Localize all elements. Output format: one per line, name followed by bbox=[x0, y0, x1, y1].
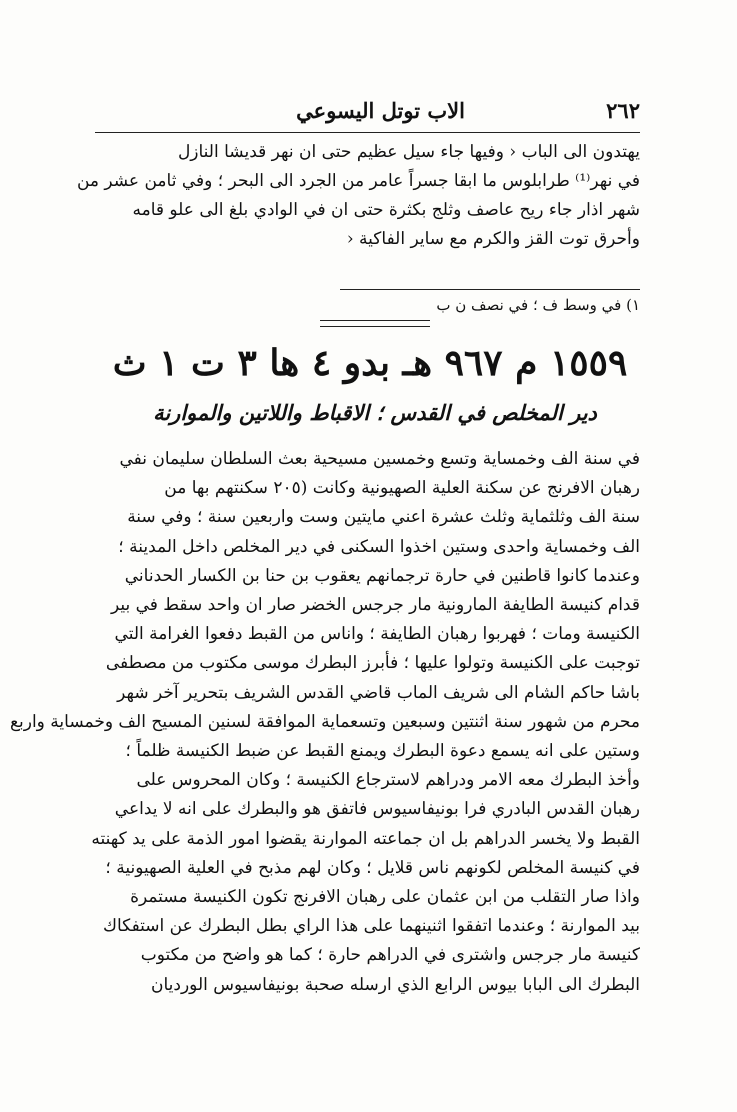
text-line: وستين على انه يسمع دعوة البطرك ويمنع القبط عن ضبط الكنيسة ظلماً ؛ bbox=[125, 741, 640, 762]
text-line: رهبان القدس البادري فرا بونيفاسيوس فاتفق هو والبطرك على انه لا يداعي bbox=[114, 799, 640, 820]
section-divider bbox=[320, 320, 430, 327]
body-paragraph bbox=[9, 445, 640, 1000]
text-line: وأحرق توت القز والكرم مع ساير الفاكية ‹ bbox=[346, 229, 640, 249]
page-number: ٢٦٢ bbox=[606, 98, 640, 123]
text-line: محرم من شهور سنة اثنتين وسبعين وتسعماية الموافقة لسنين المسيح الف وخمساية واربع bbox=[9, 711, 640, 732]
text-line: قدام كنيسة الطايفة المارونية مار جرجس الخضر صار ان واحد سقط في بير bbox=[110, 595, 640, 616]
text-line: في نهر⁽¹⁾ طرابلوس ما ابقا جسراً عامر من الجرد الى البحر ؛ وفي ثامن عشر من bbox=[76, 171, 640, 191]
text-line: باشا حاكم الشام الى شريف الماب قاضي القدس الشريف بتحرير آخر شهر bbox=[117, 682, 640, 703]
text-line: رهبان الافرنج عن سكنة العلية الصهيونية وكانت (٢٠٥ سكنتهم بها من bbox=[164, 478, 640, 499]
text-line: في سنة الف وخمساية وتسع وخمسين مسيحية بعث السلطان سليمان نفي bbox=[119, 449, 640, 469]
footnote-rule bbox=[340, 289, 640, 290]
text-line: سنة الف وثلثماية وثلث عشرة اعني مايتين وست واربعين سنة ؛ وفي سنة bbox=[127, 507, 640, 528]
text-line: في كنيسة المخلص لكونهم ناس قلايل ؛ وكان لهم مذبح في العلية الصهيونية ؛ bbox=[105, 857, 640, 878]
text-line: الكنيسة ومات ؛ فهربوا رهبان الطايفة ؛ واناس من القبط دفعوا الغرامة التي bbox=[114, 624, 640, 645]
text-line: توجبت على الكنيسة وتولوا عليها ؛ فأبرز البطرك موسى مكتوب من مصطفى bbox=[105, 653, 640, 674]
footnote: ١) في وسط ف ؛ في نصف ن ب bbox=[436, 296, 640, 314]
running-header-title: الاب توتل اليسوعي bbox=[296, 98, 465, 123]
top-paragraph bbox=[76, 138, 640, 254]
text-line: الف وخمساية واحدى وستين اخذوا السكنى في دير المخلص داخل المدينة ؛ bbox=[118, 536, 640, 557]
text-line: القبط ولا يخسر الدراهم بل ان جماعته الموارنة يقضوا امور الذمة على يد كهنته bbox=[91, 828, 640, 849]
text-line: وأخذ البطرك معه الامر ودراهم لاسترجاع الكنيسة ؛ وكان المحروس على bbox=[136, 770, 640, 791]
header-rule bbox=[95, 132, 640, 133]
text-line: البطرك الى البابا بيوس الرابع الذي ارسله صحبة بونيفاسيوس الورديان bbox=[150, 974, 640, 995]
text-line: وعندما كانوا قاطنين في حارة ترجمانهم يعقوب بن حنا بن الكسار الحدناني bbox=[124, 565, 640, 586]
text-line: واذا صار التقلب من ابن عثمان على رهبان الافرنج تكون الكنيسة مستمرة bbox=[130, 887, 640, 908]
year-heading: ١٥٥٩ م ٩٦٧ هـ بدو ٤ ها ٣ ت ١ ث bbox=[112, 342, 628, 384]
text-line: يهتدون الى الباب ‹ وفيها جاء سيل عظيم حتى ان نهر قديشا النازل bbox=[177, 142, 640, 162]
text-line: بيد الموارنة ؛ وعندما اتفقوا اثنينهما على هذا الراي بطل البطرك عن استفكاك bbox=[102, 916, 640, 937]
section-title: دير المخلص في القدس ؛ الاقباط واللاتين والموارنة bbox=[153, 400, 597, 425]
text-line: شهر اذار جاء ريح عاصف وثلج بكثرة حتى ان في الوادي بلغ الى علو قامه bbox=[132, 200, 640, 220]
text-line: كنيسة مار جرجس واشترى في الدراهم حارة ؛ كما هو واضح من مكتوب bbox=[140, 945, 640, 966]
running-header bbox=[95, 96, 640, 132]
